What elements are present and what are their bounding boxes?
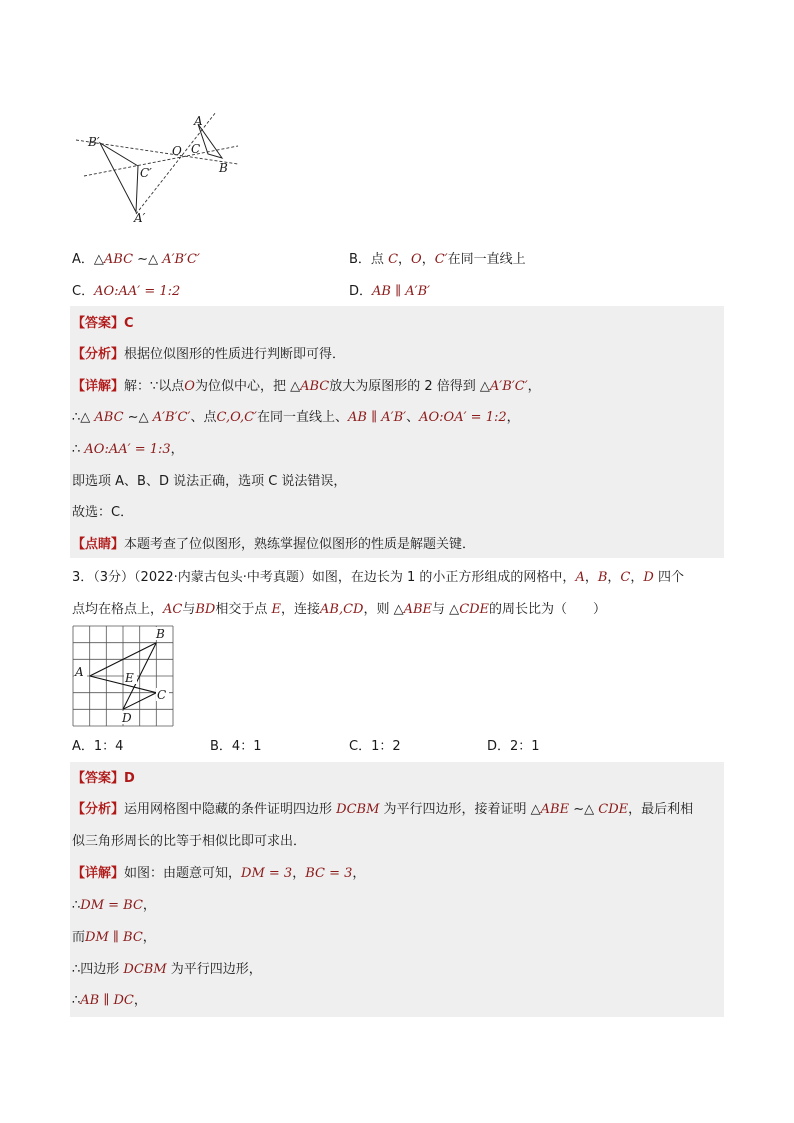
q3-analysis-line-1: 【分析】运用网格图中隐藏的条件证明四边形 DCBM 为平行四边形，接着证明 △ABE ∼△ CDE，最后利相 [72, 802, 694, 817]
label-c-prime: C′ [140, 166, 152, 180]
label-o: O [172, 144, 182, 158]
homothety-figure [70, 108, 250, 228]
q2-answer: 【答案】C [72, 316, 134, 331]
grid-label-b: B [156, 627, 165, 641]
q2-detail-line-3: ∴ AO:AA′ = 1:3， [72, 442, 184, 457]
grid-label-d: D [122, 711, 132, 725]
q3-analysis-line-2: 似三角形周长的比等于相似比即可求出． [72, 834, 307, 849]
option-c: C．AO:AA′ = 1:2 [72, 284, 181, 299]
q2-detail-line-5: 故选：C． [72, 505, 134, 520]
q3-detail-line-2: ∴DM = BC， [72, 898, 156, 913]
q3-detail-line-4: ∴四边形 DCBM 为平行四边形， [72, 962, 262, 977]
grid-label-a: A [75, 665, 84, 679]
q3-answer: 【答案】D [72, 771, 135, 786]
label-b-prime: B′ [88, 135, 100, 149]
q3-option-b: B．4：1 [210, 739, 262, 754]
q3-stem-line-2: 点均在格点上，AC与BD相交于点 E，连接AB,CD，则 △ABE与 △CDE的周长比为（ ） [72, 602, 607, 617]
q3-option-a: A．1：4 [72, 739, 124, 754]
label-c: C [191, 142, 201, 156]
q3-stem-line-1: 3．（3分）（2022·内蒙古包头·中考真题）如图，在边长为 1 的小正方形组成的网格中，A，B，C，D 四个 [72, 570, 684, 585]
label-a: A [194, 114, 203, 128]
q2-comment: 【点睛】本题考查了位似图形，熟练掌握位似图形的性质是解题关键． [72, 537, 476, 552]
option-d: D．AB ∥ A′B′ [349, 284, 431, 299]
option-a: A．△ABC ∼△ A′B′C′ [72, 252, 200, 267]
q2-detail-line-2: ∴△ ABC ∼△ A′B′C′、点C,O,C′在同一直线上、AB ∥ A′B′、AO:OA′ = 1:2， [72, 410, 520, 425]
q2-detail-line-1: 【详解】解：∵以点O为位似中心，把 △ABC放大为原图形的 2 倍得到 △A′B′C′， [72, 379, 541, 394]
label-b: B [219, 161, 228, 175]
label-a-prime: A′ [134, 211, 146, 225]
q2-detail-line-4: 即选项 A、B、D 说法正确，选项 C 说法错误， [72, 474, 347, 489]
q3-detail-line-1: 【详解】如图：由题意可知，DM = 3，BC = 3， [72, 866, 366, 881]
q3-option-c: C．1：2 [349, 739, 401, 754]
grid-figure [72, 625, 174, 727]
q3-detail-line-3: 而DM ∥ BC， [72, 930, 156, 945]
grid-label-e: E [125, 671, 134, 685]
q3-option-d: D．2：1 [487, 739, 540, 754]
grid-label-c: C [157, 688, 167, 702]
q2-analysis: 【分析】根据位似图形的性质进行判断即可得． [72, 347, 346, 362]
option-b: B．点 C，O，C′在同一直线上 [349, 252, 526, 267]
q2-solution-block [70, 306, 724, 558]
q3-detail-line-5: ∴AB ∥ DC， [72, 993, 147, 1008]
